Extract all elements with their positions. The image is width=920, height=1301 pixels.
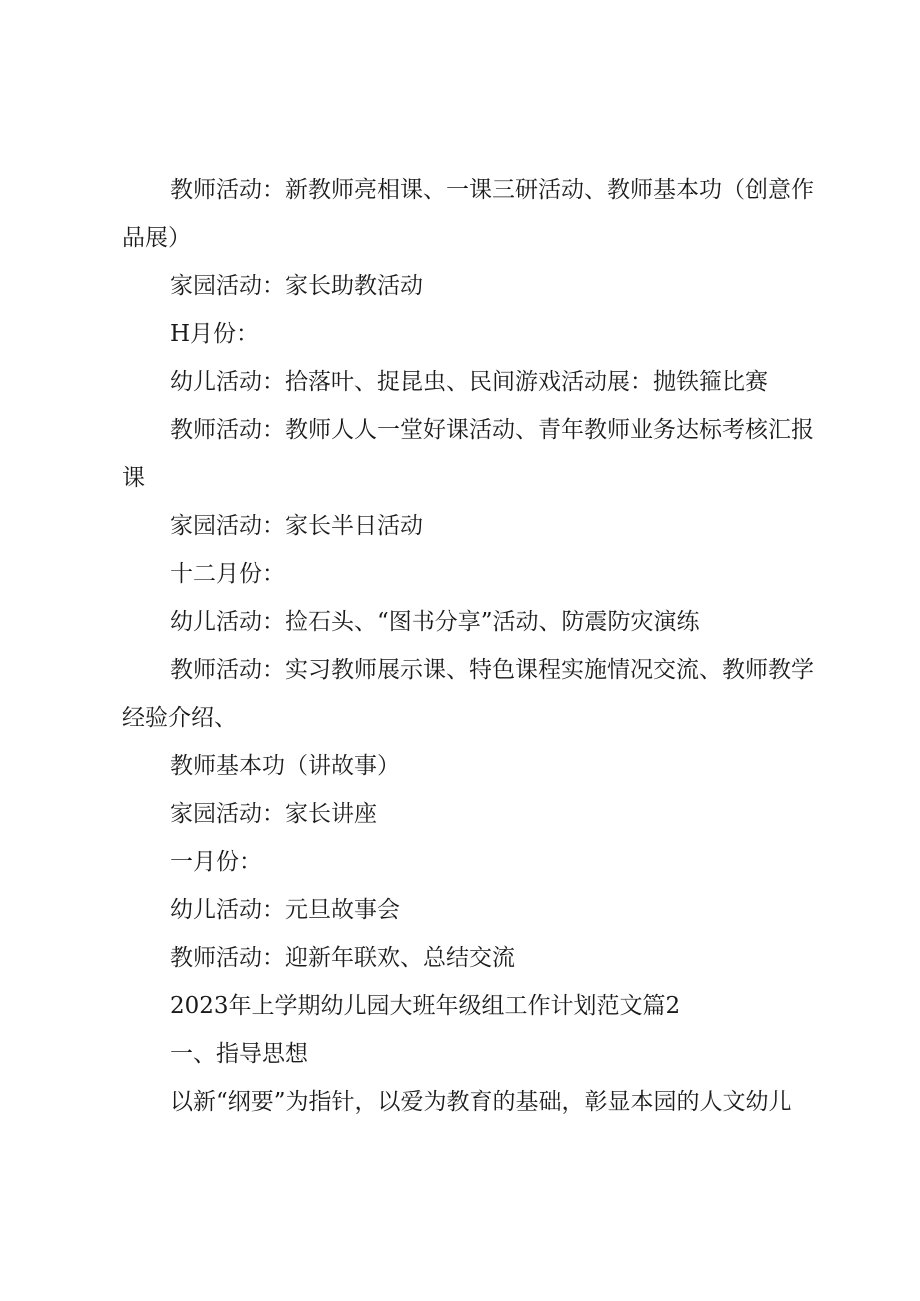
paragraph-teacher-activity-1: 教师活动：新教师亮相课、一课三研活动、教师基本功（创意作品展） [122,177,814,251]
section-title: 2023年上学期幼儿园大班年级组工作计划范文篇2 [170,993,681,1019]
paragraph-month-heading-2: 十二月份： [170,561,285,587]
paragraph-child-activity-3: 幼儿活动：元旦故事会 [170,897,400,923]
paragraph-home-activity-1: 家园活动：家长助教活动 [170,273,423,299]
paragraph-home-activity-3: 家园活动：家长讲座 [170,801,377,827]
paragraph-guiding-ideology: 以新“纲要”为指针，以爱为教育的基础，彰显本园的人文幼儿 [170,1089,792,1115]
section-heading-guiding-ideology: 一、指导思想 [170,1041,308,1067]
paragraph-teacher-activity-4: 教师活动：迎新年联欢、总结交流 [170,945,515,971]
paragraph-child-activity-1: 幼儿活动：拾落叶、捉昆虫、民间游戏活动展：抛铁箍比赛 [170,369,768,395]
paragraph-teacher-activity-2: 教师活动：教师人人一堂好课活动、青年教师业务达标考核汇报课 [122,417,814,491]
paragraph-home-activity-2: 家园活动：家长半日活动 [170,513,423,539]
paragraph-child-activity-2: 幼儿活动：捡石头、“图书分享”活动、防震防灾演练 [170,609,700,635]
paragraph-teacher-activity-3: 教师活动：实习教师展示课、特色课程实施情况交流、教师教学经验介绍、 [122,657,814,731]
paragraph-teacher-basic-skill: 教师基本功（讲故事） [170,753,400,779]
paragraph-month-heading-1: H月份： [170,321,260,347]
paragraph-month-heading-3: 一月份： [170,849,262,875]
